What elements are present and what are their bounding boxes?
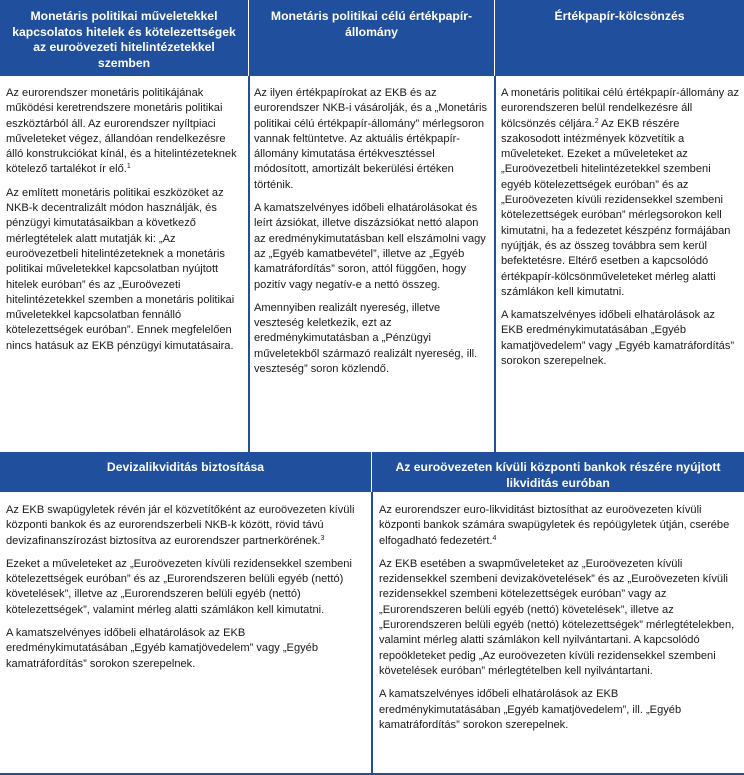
cell-monetary-policy-securities [254,86,490,385]
divider [494,76,496,452]
header-text: Monetáris politikai műveletekkel kapcsolatos hitelek és kötelezettségek az euroövezeti hitelintézetekkel szemben [12,9,236,70]
footnote-ref: 1 [126,163,131,171]
header-monetary-policy-lending [0,0,248,76]
cell-securities-lending [501,86,739,377]
paragraph: Az említett monetáris politikai eszközöket az NKB-k decentralizált módon használják, és pénzügyi kimutatásaikban a következő mérlegtételek alatt mutatják ki: „Az euroövezetbeli hitelintézeteknek a monetáris politikai műveletekkel kapcsolatban nyújtott hitelek euróban” és az „Euroövezeti hitelintézetekkel szemben a monetáris politikai műveletekkel kapcsolatban fennálló kötelezettségek euróban”. Ennek megfelelően nincs hatásuk az EKB pénzügyi kimutatásaira. [6,186,235,352]
paragraph: A kamatszelvényes időbeli elhatárolások az EKB eredménykimutatásában „Egyéb kamatjövedelem” vagy „Egyéb kamatráfordítás” sorokon szerepelnek. [6,627,319,670]
header-text: Devizalikviditás biztosítása [106,460,265,474]
paragraph: Amennyiben realizált nyereség, illetve veszteség keletkezik, ezt az eredménykimutatásban a „Pénzügyi műveletekből származó realizált nyereség, ill. veszteség” soron közlendő. [254,301,478,376]
paragraph: Az ilyen értékpapírokat az EKB és az eurorendszer NKB-i vásárolják, és a „Monetáris politikai célú értékpapír-állomány” mérlegsoron vannak feltüntetve. Az aktuális értékpapír-állomány kimutatása értékvesztéssel módosított, amortizált bekerülési értéken történik. [254,87,488,191]
footnote-ref: 3 [320,534,325,542]
paragraph: Az eurorendszer euro-likviditást biztosíthat az euroövezeten kívüli központi bankok számára swapügyletek és repóügyletek útján, cserébe elfogadható fedezetért.$^4$ [379,504,730,547]
header-text: Az euroövezeten kívüli központi bankok részére nyújtott likviditás euróban [395,460,721,490]
header-text: Értékpapír-kölcsönzés [554,9,685,23]
paragraph: Az EKB esetében a swapműveleteket az „Euroövezeten kívüli rezidensekkel szembeni devizakövetelések” és az „Euroövezeten kívüli rezidensekkel szembeni kötelezettségek euróban” vagy az „Eurorendszeren belüli egyéb (nettó) követelések”, illetve az „Eurorendszeren belüli egyéb (nettó) kötelezettségek” mérlegtételekben, valamint mérleg alatti számlákon kell nyilvántartani. A kapcsolódó repoökleteket pedig „Az euroövezeten kívüli rezidensekkel szembeni követelések euróban” mérlegtételben kell nyilvántartani. [379,557,735,677]
header-monetary-policy-securities [249,0,494,76]
cell-monetary-policy-lending [6,86,244,362]
header-text: Monetáris politikai célú értékpapír-állomány [270,9,473,39]
footnote-ref: 4 [492,534,497,542]
divider [248,76,250,452]
header-fx-liquidity [0,452,371,492]
divider [371,492,373,775]
paragraph: A kamatszelvényes időbeli elhatárolások az EKB eredménykimutatásában „Egyéb kamatjövedelem” vagy „Egyéb kamatráfordítás” sorokon szerepelnek. [501,309,735,368]
footnote-ref: 2 [594,117,599,125]
header-securities-lending [495,0,744,76]
paragraph: Ezeket a műveleteket az „Euroövezeten kívüli rezidensekkel szembeni kötelezettségek euróban” és az „Eurorendszeren belüli egyéb (nettó) követelések”, illetve az „Eurorendszeren belüli egyéb (nettó) kötelezettségek”, valamint mérleg alatti számlákon kell kimutatni. [6,557,352,616]
paragraph: Az eurorendszer monetáris politikájának működési keretrendszere monetáris politikai eszköztárból áll. Az eurorendszer nyíltpiaci műveleteket végez, állandóan rendelkezésre álló konstrukciókat kínál, és a hitelintézeteknek kötelező tartalékot ír elő.$^1$ [6,87,237,176]
paragraph: A kamatszelvényes időbeli elhatárolásokat és leírt ázsiókat, illetve diszázsiókat nettó alapon az eredménykimutatásban kell elszámolni vagy az „Egyéb kamatbevétel”, illetve az „Egyéb kamatráfordítás” soron, attól függően, hogy pozitív vagy negatív-e a nettó összeg. [254,202,486,291]
cell-euro-liquidity [379,503,739,741]
paragraph: A monetáris politikai célú értékpapír-állomány az eurorendszeren belül rendelkezésre áll kölcsönzés céljára.$^2$ Az EKB részére szakosodott intézmények közvetítik a műveleteket. Ezeket a műveleteket az „Euroövezetbeli hitelintézetekkel szembeni egyéb kötelezettségek euróban” és az „Euroövezeten kívüli rezidensekkel szembeni kötelezettségek euróban” mérlegsorokon kell kimutatni, ha a fedezetet készpénz formájában nyújtják, és az összeg továbbra sem kerül befektetésre. Eltérő esetben a kapcsolódó értékpapír-kölcsönműveleteket mérleg alatti számlákon kell kimutatni. [501,87,740,298]
paragraph: A kamatszelvényes időbeli elhatárolások az EKB eredménykimutatásában „Egyéb kamatjövedelem”, ill. „Egyéb kamatráfordítás” sorokon szerepelnek. [379,688,682,731]
header-euro-liquidity [372,452,744,492]
cell-fx-liquidity [6,503,366,680]
paragraph: Az EKB swapügyletek révén jár el közvetítőként az euroövezeten kívüli központi bankok és az eurorendszerbeli NKB-k között, rövid távú devizafinanszírozást biztosítva az eurorendszer partnerkörének.$^3$ [6,504,355,547]
